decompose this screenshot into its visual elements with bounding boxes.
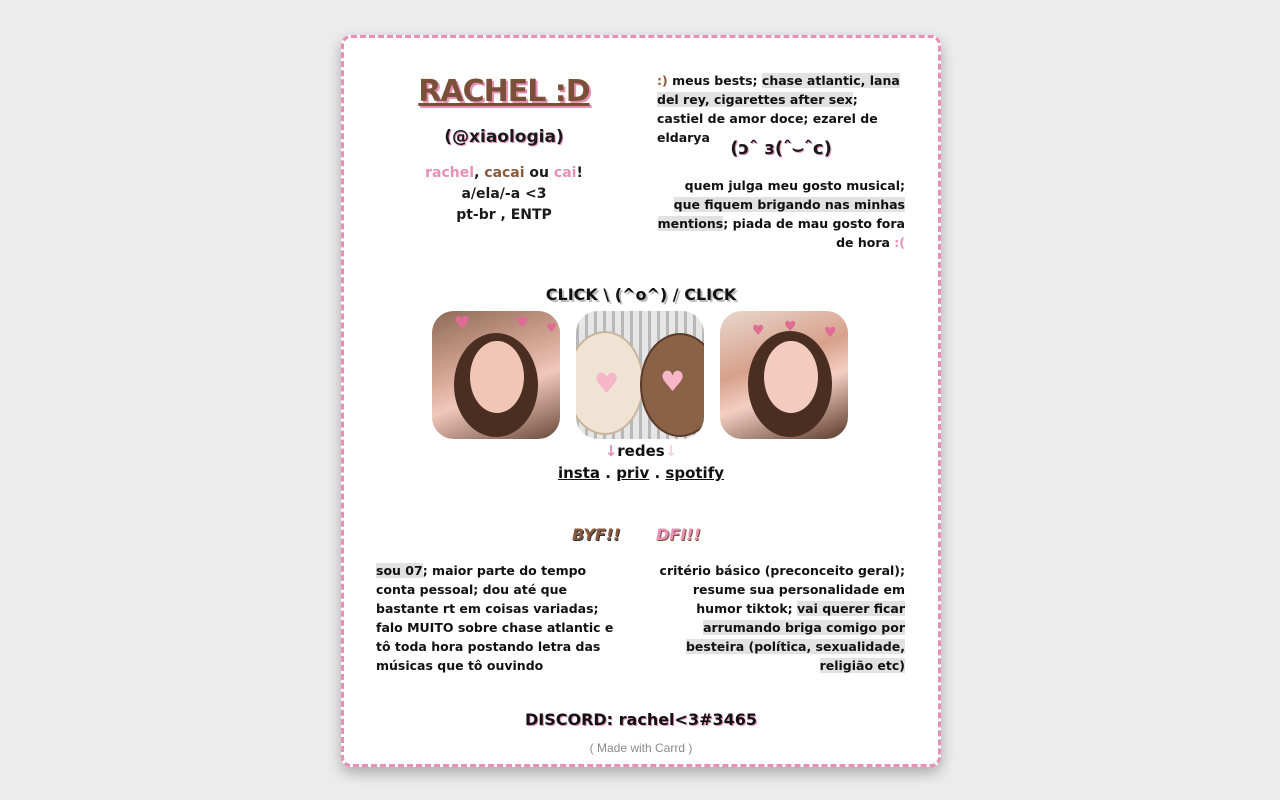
byf-heading: BYF!! xyxy=(572,525,621,544)
dfi-lead: critério básico (preconceito geral); resume sua personalidade em humor tiktok; xyxy=(659,563,905,616)
link-separator: . xyxy=(649,464,666,482)
nick-separator: ou xyxy=(524,165,554,181)
made-with-carrd-link[interactable]: ( Made with Carrd ) xyxy=(589,741,693,755)
heart-icon: ♥ xyxy=(516,315,529,331)
heart-icon: ♥ xyxy=(546,321,557,335)
dfi-text xyxy=(657,561,905,675)
sad-emoticon: :( xyxy=(894,235,905,250)
cat-donuts-photo[interactable] xyxy=(576,311,704,439)
arrow-down-icon: ↓ xyxy=(664,442,678,460)
pronouns: a/ela/-a <3 xyxy=(461,186,547,202)
byf-rest: ; maior parte do tempo conta pessoal; dou até que bastante rt em coisas variadas; falo MUITO sobre chase atlantic e tô toda hora postando letra das músicas que tô ouvindo xyxy=(376,563,614,673)
bests-text xyxy=(657,71,905,147)
languages-mbti: pt-br , ENTP xyxy=(456,207,552,223)
nicknames-block xyxy=(384,163,624,226)
profile-card xyxy=(341,35,941,767)
kaomoji: (ɔˆ з(ˆ⌣ˆc) xyxy=(730,138,832,159)
heart-icon: ♥ xyxy=(660,365,686,398)
dfi-heading: DFI!! xyxy=(656,525,701,544)
priv-link[interactable]: priv xyxy=(616,464,650,482)
judge-rest: ; piada de mau gosto fora de hora xyxy=(723,216,905,250)
smile-emoticon: :) xyxy=(657,73,668,88)
heart-icon: ♥ xyxy=(824,325,837,341)
judge-lead: quem julga meu gosto musical; xyxy=(684,178,905,193)
nicknames-line xyxy=(384,163,624,184)
face-shape xyxy=(764,341,818,413)
page-title: RACHEL :D xyxy=(418,74,590,109)
nickname-cacai: cacai xyxy=(484,165,525,181)
nick-end: ! xyxy=(576,165,583,181)
insta-link[interactable]: insta xyxy=(557,464,601,482)
click-heading: CLICK \ (^o^) / CLICK xyxy=(545,285,737,304)
judge-text xyxy=(657,176,905,252)
spotify-link[interactable]: spotify xyxy=(665,464,724,482)
selfie-photo-2[interactable] xyxy=(720,311,848,439)
bests-highlight: chase atlantic, lana del rey, cigarettes after sex xyxy=(657,73,900,107)
discord-tag: DISCORD: rachel<3#3465 xyxy=(524,710,758,729)
bests-rest: ; castiel de amor doce; ezarel de eldarya xyxy=(657,92,878,145)
user-handle: (@xiaologia) xyxy=(444,127,564,147)
redes-text: redes xyxy=(617,442,665,460)
byf-text xyxy=(376,561,620,675)
heart-icon: ♥ xyxy=(784,319,797,335)
redes-label xyxy=(344,442,938,460)
face-shape xyxy=(470,341,524,413)
selfie-photo-1[interactable] xyxy=(432,311,560,439)
heart-icon: ♥ xyxy=(594,367,620,400)
nick-separator: , xyxy=(474,165,485,181)
dfi-highlight: vai querer ficar arrumando briga comigo por besteira (política, sexualidade, religião etc) xyxy=(685,601,905,673)
heart-icon: ♥ xyxy=(752,323,765,339)
nickname-cai: cai xyxy=(553,165,577,181)
nickname-rachel: rachel xyxy=(425,165,475,181)
social-links xyxy=(344,464,938,482)
arrow-down-icon: ↓ xyxy=(604,442,618,460)
byf-highlight: sou 07 xyxy=(376,563,423,578)
heart-icon: ♥ xyxy=(454,313,471,334)
link-separator: . xyxy=(600,464,617,482)
judge-highlight: que fiquem brigando nas minhas mentions xyxy=(657,197,905,231)
bests-lead: meus bests; xyxy=(667,73,762,88)
